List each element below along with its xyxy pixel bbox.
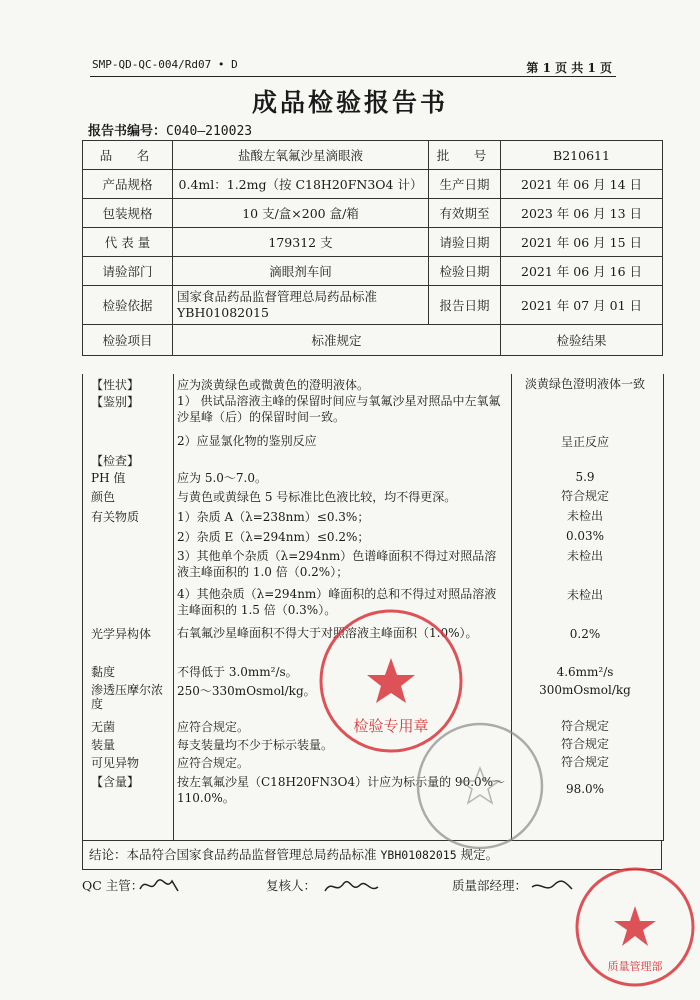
char-result: 淡黄绿色澄明液体一致: [524, 377, 645, 391]
sample-label: 代 表 量: [83, 228, 173, 257]
impurity-e-spec: 2）杂质 E（λ=294nm）≤0.2%；: [177, 530, 370, 544]
impurity-a-spec: 1）杂质 A（λ=238nm）≤0.3%；: [177, 510, 370, 524]
company-seal-gray: [412, 718, 548, 854]
info-table: [82, 140, 663, 356]
req-date-label: 请验日期: [429, 228, 501, 257]
optical-label: 光学异构体: [91, 627, 152, 641]
qa-seal-stamp: [572, 864, 698, 990]
dept-label: 请验部门: [83, 257, 173, 286]
mfg-date-label: 生产日期: [429, 170, 501, 199]
color-result: 符合规定: [560, 489, 609, 503]
color-label: 颜色: [91, 490, 116, 504]
qc-signature-mark: [136, 873, 182, 897]
osmolality-result: 300mOsmol/kg: [539, 683, 631, 697]
header-divider: [90, 76, 616, 77]
ph-label: PH 值: [91, 471, 126, 485]
expiry-date: 2023 年 06 月 13 日: [501, 199, 663, 228]
page-info: 第 1 页 共 1 页: [526, 61, 612, 75]
optical-spec: 右氧氟沙星峰面积不得大于对照溶液主峰面积（1.0%）。: [177, 626, 478, 640]
sterility-spec: 应符合规定。: [177, 720, 250, 734]
items-column-divider: [83, 374, 174, 840]
reviewer-signature-mark: [322, 873, 382, 899]
pack-value: 10 支/盒×200 盒/箱: [173, 199, 429, 228]
impurity-3-spec: 3）其他单个杂质（λ=294nm）色谱峰面积不得过对照品溶液主峰面积的 1.0 倍（0.2%）；: [177, 549, 497, 579]
fill-spec: 每支装量均不少于标示装量。: [177, 738, 334, 752]
batch-label: 批 号: [429, 141, 501, 170]
col-item-header: 检验项目: [83, 325, 173, 356]
sample-value: 179312 支: [173, 228, 429, 257]
viscosity-result: 4.6mm²/s: [556, 665, 614, 679]
basis-value: 国家食品药品监督管理总局药品标准 YBH01082015: [173, 286, 429, 325]
product-name: 盐酸左氧氟沙星滴眼液: [173, 141, 429, 170]
assay-spec: 按左氧氟沙星（C18H20FN3O4）计应为标示量的 90.0%～110.0%。: [177, 775, 506, 805]
char-spec: 应为淡黄绿色或微黄色的澄明液体。: [177, 378, 370, 392]
mfg-date: 2021 年 06 月 14 日: [501, 170, 663, 199]
qa-signature-mark: [528, 873, 576, 897]
assay-result: 98.0%: [565, 782, 605, 796]
page-title: 成品检验报告书: [251, 88, 448, 117]
osmolality-spec: 250～330mOsmol/kg。: [177, 684, 316, 698]
report-date: 2021 年 07 月 01 日: [501, 286, 663, 325]
color-spec: 与黄色或黄绿色 5 号标准比色液比较，均不得更深。: [177, 490, 457, 504]
qc-supervisor-label: QC 主管：: [82, 878, 144, 893]
impurity-3-result: 未检出: [566, 549, 603, 563]
check-label: 【检查】: [91, 454, 140, 468]
inspection-seal-text: 检验专用章: [353, 717, 429, 735]
char-label: 【性状】: [91, 378, 140, 392]
osmolality-label: 渗透压摩尔浓度: [91, 683, 164, 711]
col-standard-header: 标准规定: [173, 325, 501, 356]
sterility-label: 无菌: [91, 720, 116, 734]
qa-seal-text: 质量管理部: [607, 960, 663, 973]
impurity-4-spec: 4）其他杂质（λ=294nm）峰面积的总和不得过对照品溶液主峰面积的 1.5 倍（0.3%）。: [177, 587, 497, 617]
assay-label: 【含量】: [91, 775, 140, 789]
fill-label: 装量: [91, 738, 116, 752]
impurity-e-result: 0.03%: [565, 529, 605, 543]
visible-particles-result: 符合规定: [560, 755, 609, 769]
ph-result: 5.9: [575, 470, 595, 484]
ident-spec-1: 1） 供试品溶液主峰的保留时间应与氧氟沙星对照品中左氧氟沙星峰（后）的保留时间一致。: [177, 394, 501, 424]
dept-value: 滴眼剂车间: [173, 257, 429, 286]
reviewer-label: 复核人：: [266, 878, 317, 893]
col-result-header: 检验结果: [501, 325, 663, 356]
qc-signature: [136, 873, 182, 901]
expiry-label: 有效期至: [429, 199, 501, 228]
impurity-a-result: 未检出: [566, 509, 603, 523]
report-date-label: 报告日期: [429, 286, 501, 325]
qa-manager-label: 质量部经理：: [452, 878, 528, 893]
visible-particles-spec: 应符合规定。: [177, 756, 250, 770]
ident-result-2: 呈正反应: [560, 435, 609, 449]
conclusion: 结论：本品符合国家食品药品监督管理总局药品标准 YBH01082015 规定。: [82, 840, 662, 870]
viscosity-spec: 不得低于 3.0mm²/s。: [177, 665, 298, 679]
ident-spec-2: 2）应显氯化物的鉴别反应: [177, 434, 317, 448]
reviewer-signature: [322, 873, 382, 903]
test-date: 2021 年 06 月 16 日: [501, 257, 663, 286]
req-date: 2021 年 06 月 15 日: [501, 228, 663, 257]
product-name-label: 品 名: [83, 141, 173, 170]
test-date-label: 检验日期: [429, 257, 501, 286]
pack-label: 包装规格: [83, 199, 173, 228]
spec-value: 0.4ml：1.2mg（按 C18H20FN3O4 计）: [173, 170, 429, 199]
optical-result: 0.2%: [569, 627, 601, 641]
impurity-4-result: 未检出: [566, 588, 603, 602]
visible-particles-label: 可见异物: [91, 756, 140, 770]
spec-label: 产品规格: [83, 170, 173, 199]
report-number: 报告书编号：C040—210023: [88, 124, 253, 139]
ph-spec: 应为 5.0～7.0。: [177, 471, 267, 485]
basis-label: 检验依据: [83, 286, 173, 325]
sterility-result: 符合规定: [560, 719, 609, 733]
batch-value: B210611: [501, 141, 663, 170]
fill-result: 符合规定: [560, 737, 609, 751]
viscosity-label: 黏度: [91, 665, 116, 679]
doc-code: SMP-QD-QC-004/Rd07 • D: [92, 58, 238, 71]
qa-signature: [528, 873, 576, 901]
impurities-label: 有关物质: [91, 510, 140, 524]
ident-label: 【鉴别】: [91, 395, 140, 409]
